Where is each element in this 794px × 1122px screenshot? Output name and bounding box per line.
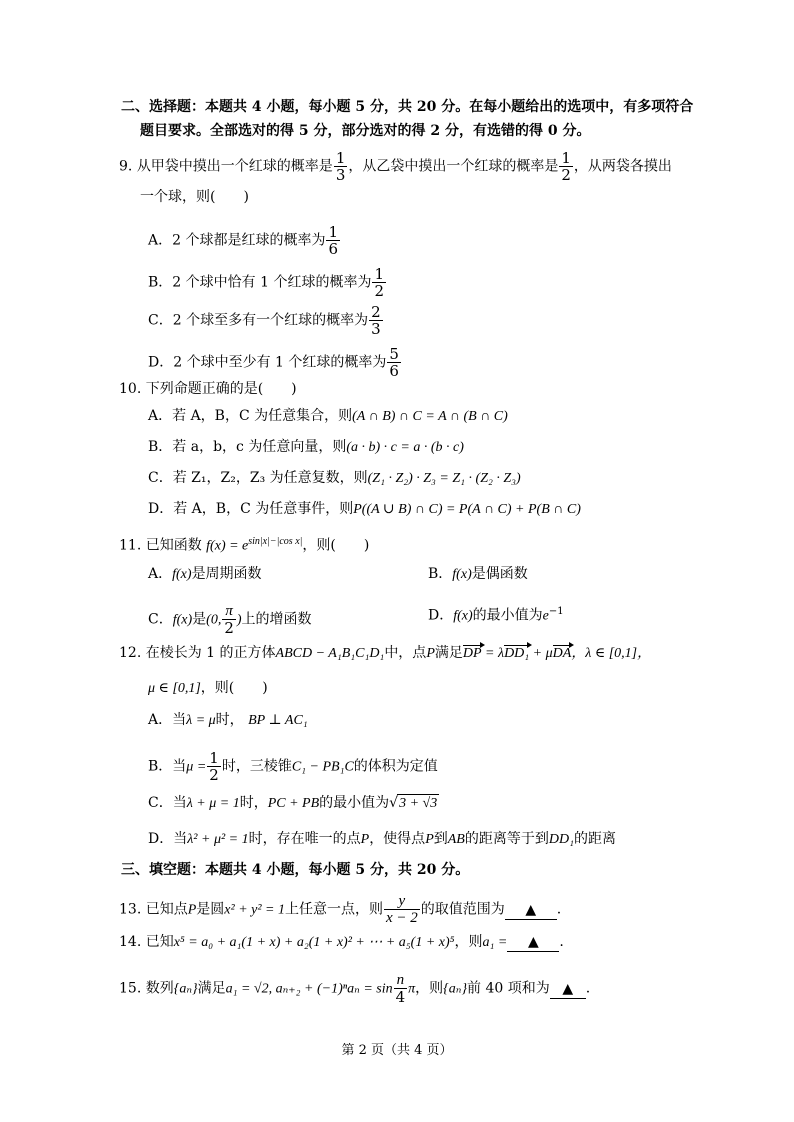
q12-option-a: A．当λ = μ时， BP ⊥ AC₁ <box>148 712 308 728</box>
q12-stem: 12. 在棱长为 1 的正方体ABCD − A₁B₁C₁D₁中，点P满足DP = λDD₁ + μDA，λ ∈ [0,1]， <box>119 645 652 661</box>
q13-number: 13. <box>119 901 142 918</box>
q11-option-a: A．f(x)是周期函数 <box>148 566 262 582</box>
vector-dp: DP <box>462 646 482 661</box>
q14: 14. 已知x⁵ = a₀ + a₁(1 + x) + a₂(1 + x)² + ⋯ + a₅(1 + x)⁵，则a₁ = ▲ . <box>119 934 564 950</box>
q12-option-c: C．当λ + μ = 1时，PC + PB的最小值为√3 + √3 <box>148 795 438 811</box>
section-3-title: 三、填空题：本题共 4 小题，每小题 5 分，共 20 分。 <box>121 862 470 878</box>
q13: 13. 已知点P是圆x² + y² = 1上任意一点，则 $\frac{y}{x - 2}$ 的取值范围为 ▲ . <box>119 893 562 926</box>
q15: 15. 数列{aₙ}满足a₁ = √2, aₙ₊₂ + (−1)ⁿaₙ = sin $\frac{n}{4}$ π，则{aₙ}前 40 项和为 ▲ . <box>119 972 591 1006</box>
q11-option-d: D．f(x)的最小值为$e^{-1}$ <box>428 606 564 624</box>
q10-number: 10. <box>119 381 142 397</box>
q10-option-d: D．若 A，B，C 为任意事件，则P((A ∪ B) ∩ C) = P(A ∩ C) + P(B ∩ C) <box>148 501 581 517</box>
q9-option-a: A．2 个球都是红球的概率为 $\frac{1}{6}$ <box>148 223 339 258</box>
vector-dd1: DD₁ <box>504 646 530 661</box>
vector-da: DA <box>552 646 572 661</box>
q9-stem <box>119 150 672 183</box>
q10-option-b: B．若 a，b，c 为任意向量，则(a · b) · c = a · (b · c) <box>148 439 464 455</box>
q9-option-c: C．2 个球至多有一个红球的概率为 $\frac{2}{3}$ <box>148 303 381 338</box>
q9-frac-1: $\frac{1}{3}$ <box>335 149 346 184</box>
q11-option-b: B．f(x)是偶函数 <box>428 566 528 582</box>
q9-number: 9. <box>119 158 133 175</box>
q9-stem-c: ，从两袋各摸出 <box>573 158 672 175</box>
q11-number: 11. <box>119 537 142 554</box>
q10-stem: 10. 下列命题正确的是( ) <box>119 381 297 397</box>
q15-number: 15. <box>119 980 142 997</box>
q9-stem-b: ，从乙袋中摸出一个红球的概率是 <box>348 158 559 175</box>
q12-number: 12. <box>119 645 142 661</box>
section-2-title-line-2: 题目要求。全部选对的得 5 分，部分选对的得 2 分，有选错的得 0 分。 <box>140 123 591 139</box>
q10-option-c: C．若 Z₁，Z₂，Z₃ 为任意复数，则(Z₁ · Z₂) · Z₃ = Z₁ · (Z₂ · Z₃) <box>148 470 521 486</box>
q12-option-b: B．当μ = $\frac{1}{2}$ 时，三棱锥C₁ − PB₁C的体积为定值 <box>148 749 438 784</box>
q9-option-d: D．2 个球中至少有 1 个红球的概率为 $\frac{5}{6}$ <box>148 345 399 380</box>
q12-option-d: D．当λ² + μ² = 1时，存在唯一的点P，使得点P到AB的距离等于到DD₁的距离 <box>148 831 616 847</box>
sqrt-symbol: √ <box>389 795 399 811</box>
q11-option-c: C．f(x)是(0, $\frac{\pi}{2}$ )上的增函数 <box>148 603 312 637</box>
q12-stem-line-2: μ ∈ [0,1]，则( ) <box>148 680 268 696</box>
q9-stem-a: 从甲袋中摸出一个红球的概率是 <box>136 158 333 175</box>
q9-stem-line-2: 一个球，则( ) <box>140 189 249 205</box>
q9-option-b: B．2 个球中恰有 1 个红球的概率为 $\frac{1}{2}$ <box>148 265 385 300</box>
q11-stem: 11. 已知函数 $f(x) = e^{sin|x|-|cos x|}$，则( ) <box>119 536 370 554</box>
q15-answer-blank[interactable]: ▲ <box>550 980 586 999</box>
q14-number: 14. <box>119 934 142 950</box>
q14-answer-blank[interactable]: ▲ <box>507 933 559 952</box>
page-footer: 第 2 页（共 4 页） <box>341 1043 453 1058</box>
section-2-title-line-1: 二、选择题：本题共 4 小题，每小题 5 分，共 20 分。在每小题给出的选项中，有多项符合 <box>121 99 694 115</box>
q9-frac-2: $\frac{1}{2}$ <box>561 149 571 184</box>
q10-option-a: A．若 A，B，C 为任意集合，则(A ∩ B) ∩ C = A ∩ (B ∩ C) <box>148 408 508 424</box>
q13-answer-blank[interactable]: ▲ <box>505 901 557 920</box>
